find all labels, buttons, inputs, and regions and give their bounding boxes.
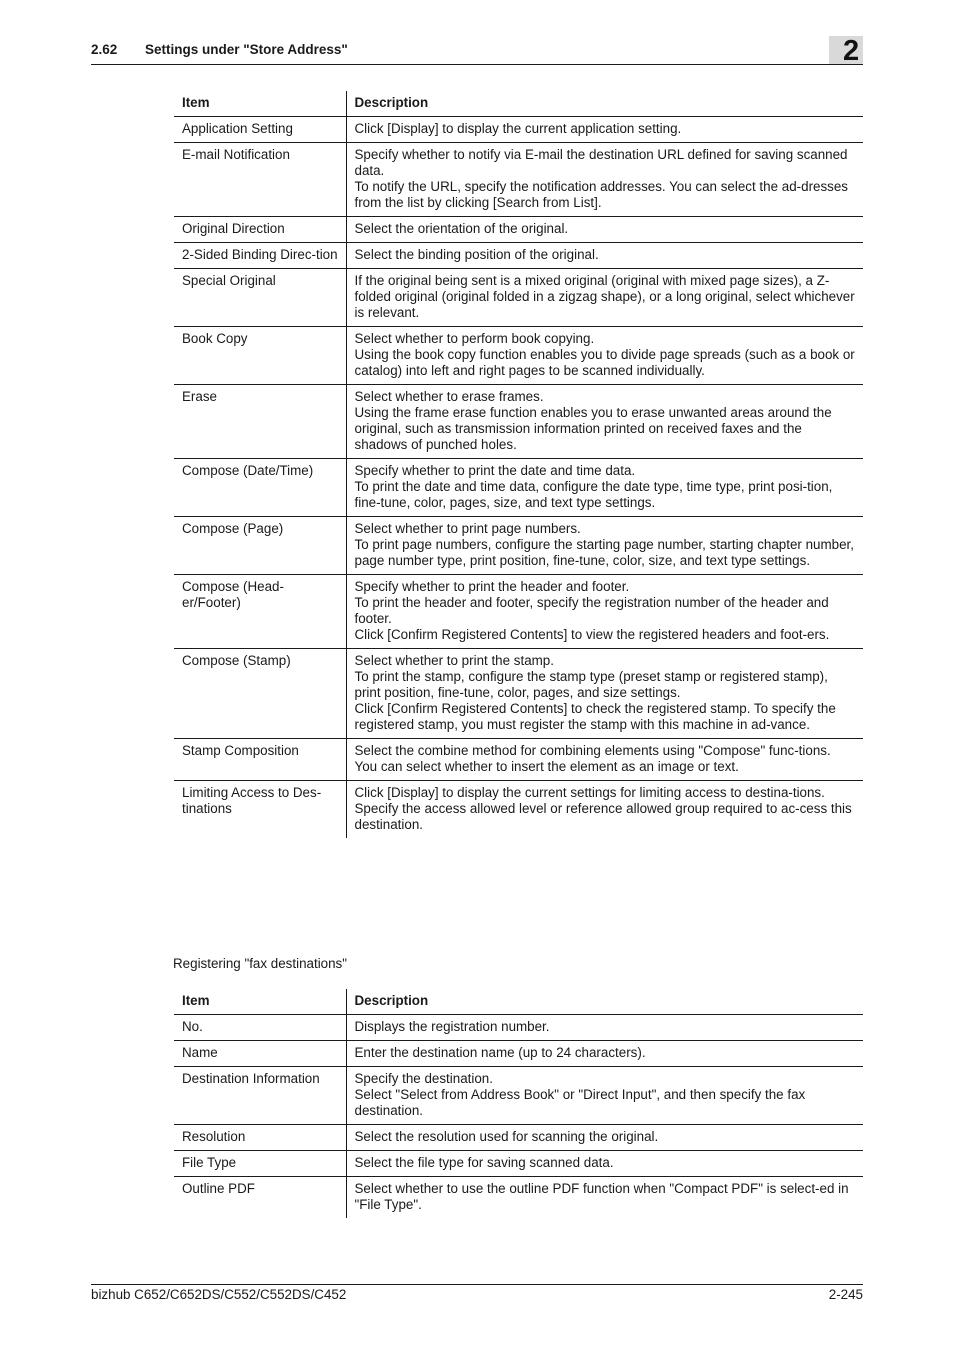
description-line: Specify whether to notify via E-mail the destination URL defined for saving scanned data. xyxy=(354,147,848,178)
description-line: Using the book copy function enables you to divide page spreads (such as a book or catalog) into left and right pages to be scanned individually. xyxy=(354,347,855,378)
item-cell: Book Copy xyxy=(174,327,346,385)
description-line: Enter the destination name (up to 24 characters). xyxy=(354,1045,646,1060)
description-cell xyxy=(346,781,863,839)
item-cell: No. xyxy=(174,1015,346,1041)
description-cell xyxy=(346,217,863,243)
description-line: Select "Select from Address Book" or "Direct Input", and then specify the fax destination. xyxy=(354,1087,806,1118)
table-row xyxy=(174,1067,863,1125)
table-row xyxy=(174,517,863,575)
description-line: Select the orientation of the original. xyxy=(354,221,569,236)
description-line: To notify the URL, specify the notification addresses. You can select the ad-dresses from the list by clicking [Search from List]. xyxy=(354,179,849,210)
table-body xyxy=(174,1015,863,1219)
description-line: Specify whether to print the header and footer. xyxy=(354,579,630,594)
description-line: Click [Display] to display the current application setting. xyxy=(354,121,682,136)
description-line: Displays the registration number. xyxy=(354,1019,550,1034)
item-cell: Special Original xyxy=(174,269,346,327)
footer-rule xyxy=(91,1284,863,1285)
chapter-number: 2 xyxy=(843,35,860,67)
table-row xyxy=(174,575,863,649)
description-line: If the original being sent is a mixed original (original with mixed page sizes), a Z-folded original (original folded in a zigzag shape), or a long original, select whichever is relevant. xyxy=(354,273,855,320)
table-row xyxy=(174,269,863,327)
item-cell: Limiting Access to Des-tinations xyxy=(182,785,322,816)
item-cell: 2-Sided Binding Direc-tion xyxy=(174,243,346,269)
table-row xyxy=(174,143,863,217)
table-row xyxy=(174,327,863,385)
item-cell: Erase xyxy=(174,385,346,459)
table-row xyxy=(174,1125,863,1151)
fax-destinations-table xyxy=(174,989,863,1218)
description-line: Click [Display] to display the current settings for limiting access to destina-tions. xyxy=(354,785,825,800)
description-line: To print the header and footer, specify the registration number of the header and footer. xyxy=(354,595,829,626)
description-line: Specify whether to print the date and time data. xyxy=(354,463,636,478)
item-cell: E-mail Notification xyxy=(174,143,346,217)
description-line: Select the resolution used for scanning the original. xyxy=(354,1129,659,1144)
description-cell xyxy=(346,459,863,517)
item-cell: Destination Information xyxy=(174,1067,346,1125)
table-header-row xyxy=(174,91,863,117)
fax-destinations-caption: Registering "fax destinations" xyxy=(173,956,348,971)
description-line: Using the frame erase function enables you to erase unwanted areas around the original, such as transmission information printed on received faxes and the shadows of punched holes. xyxy=(354,405,832,452)
table-row xyxy=(174,217,863,243)
description-cell xyxy=(346,1067,863,1125)
item-cell: Outline PDF xyxy=(182,1181,255,1196)
description-cell xyxy=(346,117,863,143)
item-cell: Original Direction xyxy=(174,217,346,243)
section-number: 2.62 xyxy=(91,42,118,57)
table-row xyxy=(174,243,863,269)
item-cell: Application Setting xyxy=(174,117,346,143)
table-row xyxy=(174,649,863,739)
description-line: To print page numbers, configure the starting page number, starting chapter number, page number type, print position, fine-tune, color, size, and text type settings. xyxy=(354,537,854,568)
description-line: Select whether to print page numbers. xyxy=(354,521,581,536)
description-cell xyxy=(346,649,863,739)
table-row xyxy=(174,459,863,517)
table-row xyxy=(174,117,863,143)
description-cell xyxy=(346,517,863,575)
description-cell xyxy=(346,1015,863,1041)
description-cell xyxy=(346,327,863,385)
description-line: Click [Confirm Registered Contents] to check the registered stamp. To specify the registered stamp, you must register the stamp with this machine in ad-vance. xyxy=(354,701,836,732)
column-header-description: Description xyxy=(346,989,863,1015)
table-row xyxy=(174,781,863,839)
description-cell xyxy=(346,1041,863,1067)
item-cell: Name xyxy=(174,1041,346,1067)
header-rule xyxy=(91,64,863,65)
table-row xyxy=(174,1151,863,1177)
description-line: To print the stamp, configure the stamp type (preset stamp or registered stamp), print position, fine-tune, color, pages, and size settings. xyxy=(354,669,828,700)
description-line: Select whether to erase frames. xyxy=(354,389,544,404)
description-line: Specify the access allowed level or reference allowed group required to ac-cess this destination. xyxy=(354,801,852,832)
description-line: Select whether to perform book copying. xyxy=(354,331,595,346)
footer-page-number: 2-245 xyxy=(828,1287,863,1302)
column-header-item: Item xyxy=(174,91,346,117)
item-cell: Compose (Page) xyxy=(174,517,346,575)
store-address-settings-table xyxy=(174,91,863,838)
table-row xyxy=(174,739,863,781)
item-cell: Compose (Date/Time) xyxy=(174,459,346,517)
description-line: Select the combine method for combining elements using "Compose" func-tions. xyxy=(354,743,831,758)
description-cell xyxy=(346,143,863,217)
description-line: Select whether to print the stamp. xyxy=(354,653,554,668)
description-line: You can select whether to insert the element as an image or text. xyxy=(354,759,739,774)
section-title: Settings under "Store Address" xyxy=(145,42,348,57)
table-body xyxy=(174,117,863,839)
column-header-item: Item xyxy=(174,989,346,1015)
table-row xyxy=(174,1177,863,1219)
description-cell xyxy=(346,269,863,327)
description-cell xyxy=(346,1151,863,1177)
table-row xyxy=(174,1041,863,1067)
description-cell xyxy=(346,243,863,269)
description-cell xyxy=(346,575,863,649)
description-line: Click [Confirm Registered Contents] to view the registered headers and foot-ers. xyxy=(354,627,830,642)
table-row xyxy=(174,385,863,459)
description-line: Select whether to use the outline PDF function when "Compact PDF" is select-ed in "File Type". xyxy=(354,1181,849,1212)
item-cell: Compose (Stamp) xyxy=(174,649,346,739)
description-line: Select the file type for saving scanned data. xyxy=(354,1155,614,1170)
column-header-description: Description xyxy=(346,91,863,117)
description-cell xyxy=(346,1125,863,1151)
item-cell: Stamp Composition xyxy=(174,739,346,781)
description-line: To print the date and time data, configure the date type, time type, print posi-tion, fine-tune, color, pages, size, and text type settings. xyxy=(354,479,833,510)
item-cell: Compose (Head-er/Footer) xyxy=(174,575,346,649)
footer-model: bizhub C652/C652DS/C552/C552DS/C452 xyxy=(91,1287,347,1302)
description-cell xyxy=(346,1177,863,1219)
description-line: Specify the destination. xyxy=(354,1071,493,1086)
description-cell xyxy=(346,385,863,459)
table-header-row xyxy=(174,989,863,1015)
item-cell: File Type xyxy=(174,1151,346,1177)
description-line: Select the binding position of the original. xyxy=(354,247,599,262)
table-row xyxy=(174,1015,863,1041)
description-cell xyxy=(346,739,863,781)
item-cell: Resolution xyxy=(174,1125,346,1151)
